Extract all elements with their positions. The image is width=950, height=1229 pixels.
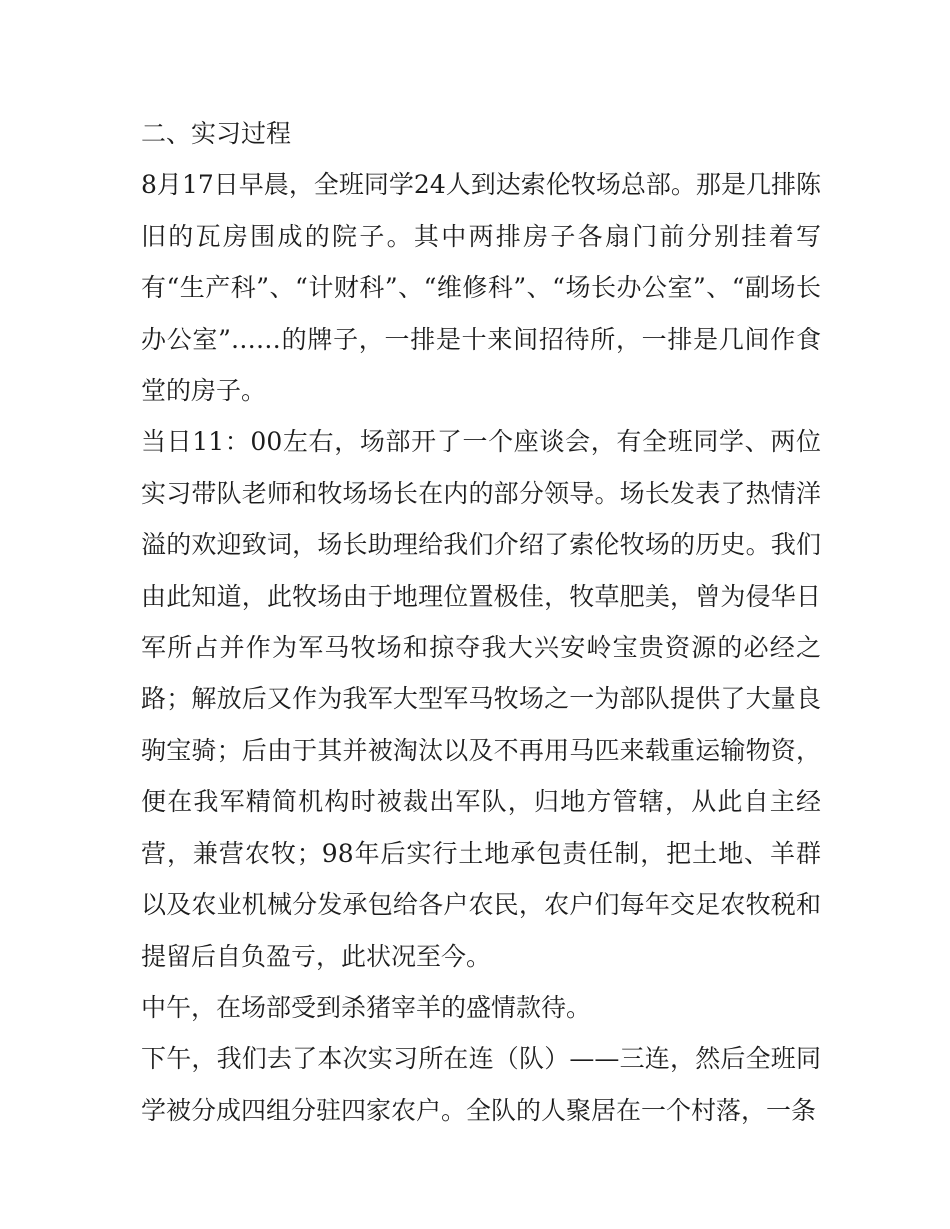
paragraph-meeting: 当日11：00左右，场部开了一个座谈会，有全班同学、两位实习带队老师和牧场场长在内的部分领导。场长发表了热情洋溢的欢迎致词，场长助理给我们介绍了索伦牧场的历史。我们由此知道，此牧场由于地理位置极佳，牧草肥美，曾为侵华日军所占并作为军马牧场和掠夺我大兴安岭宝贵资源的必经之路；解放后又作为我军大型军马牧场之一为部队提供了大量良驹宝骑；后由于其并被淘汰以及不再用马匹来载重运输物资，便在我军精简机构时被裁出军队，归地方管辖，从此自主经营，兼营农牧；98年后实行土地承包责任制，把土地、羊群以及农业机械分发承包给各户农民，农户们每年交足农牧税和提留后自负盈亏，此状况至今。 [141,427,821,971]
paragraph-arrival: 8月17日早晨，全班同学24人到达索伦牧场总部。那是几排陈旧的瓦房围成的院子。其中两排房子各扇门前分别挂着写有“生产科”、“计财科”、“维修科”、“场长办公室”、“副场长办公室”……的牌子，一排是十来间招待所，一排是几间作食堂的房子。 [141,170,821,406]
paragraph-noon: 中午，在场部受到杀猪宰羊的盛情款待。 [141,992,592,1022]
paragraph-afternoon: 下午，我们去了本次实习所在连（队）——三连，然后全班同学被分成四组分驻四家农户。全队的人聚居在一个村落，一条 [141,1044,821,1125]
document-body [141,108,821,1136]
section-heading: 二、实习过程 [141,119,292,148]
